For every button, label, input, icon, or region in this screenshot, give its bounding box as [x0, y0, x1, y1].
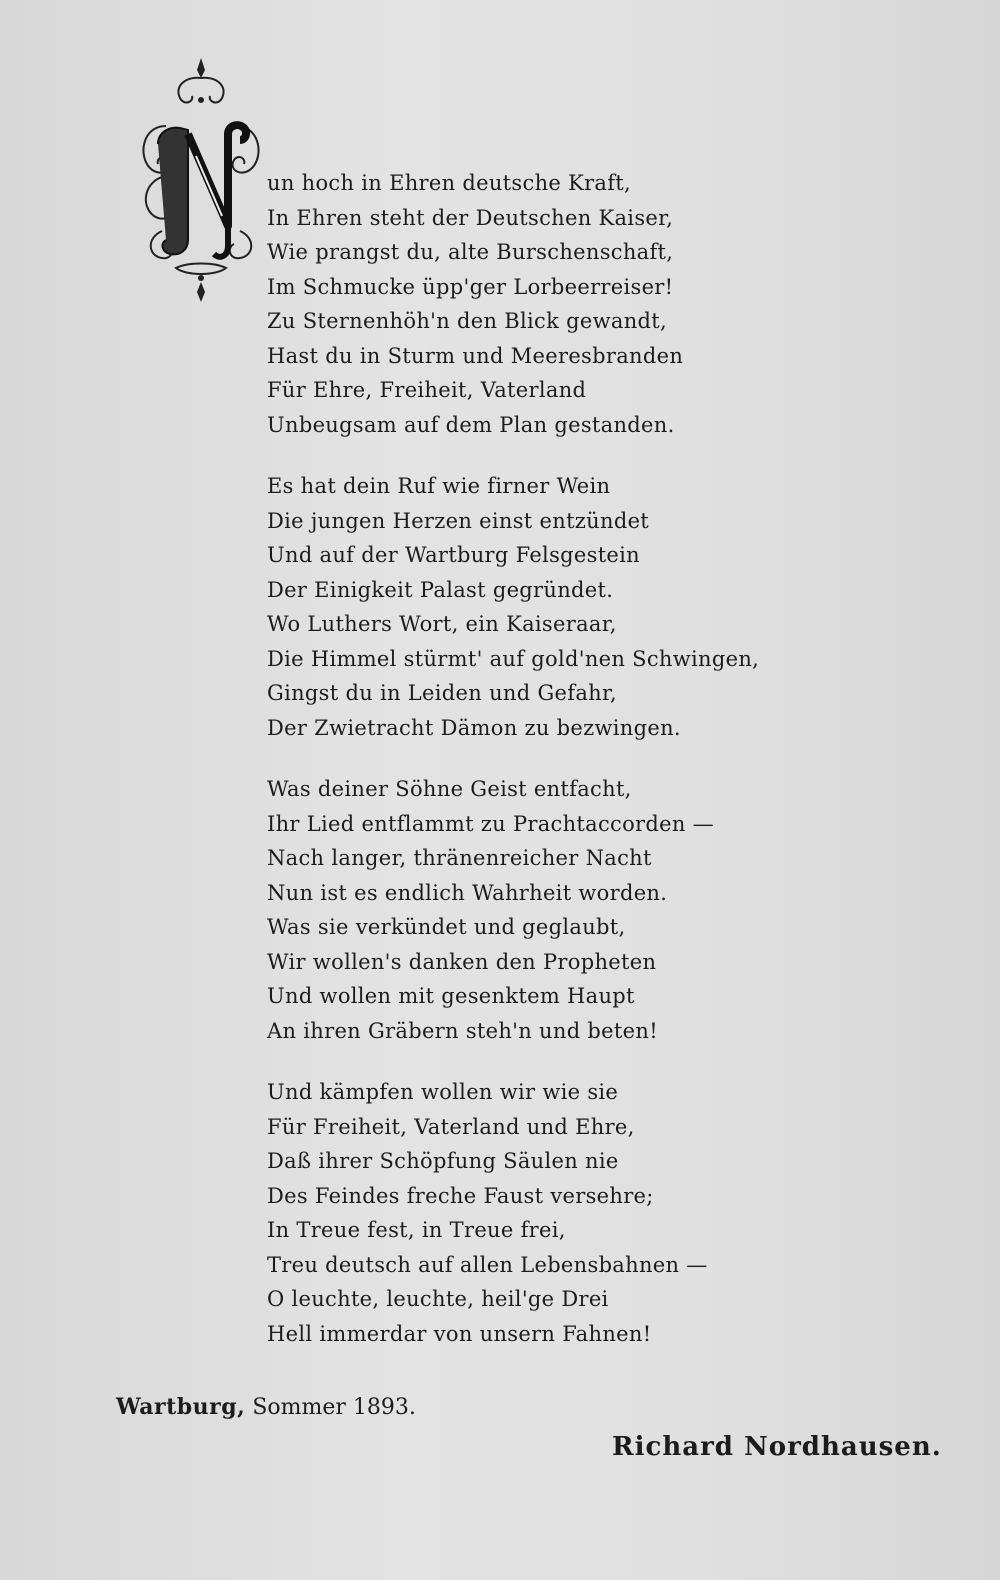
stanza-4 — [267, 1075, 887, 1351]
poem-line: An ihren Gräbern steh'n und beten! — [267, 1018, 658, 1043]
poem-line: Zu Sternenhöh'n den Blick gewandt, — [267, 309, 667, 333]
poem-line: Für Freiheit, Vaterland und Ehre, — [267, 1114, 635, 1139]
poem-line: Unbeugsam auf dem Plan gestanden. — [267, 412, 675, 437]
poem-line: Und auf der Wartburg Felsgestein — [267, 543, 640, 567]
poem-line: Hell immerdar von unsern Fahnen! — [267, 1321, 652, 1346]
poem-line: Die jungen Herzen einst entzündet — [267, 508, 650, 533]
poem-line: Gingst du in Leiden und Gefahr, — [267, 681, 617, 705]
author-signature: Richard Nordhausen. — [612, 1432, 942, 1462]
poem-line: Treu deutsch auf allen Lebensbahnen — — [267, 1252, 708, 1277]
poem-line: Wo Luthers Wort, ein Kaiseraar, — [267, 612, 617, 636]
poem-line: Die Himmel stürmt' auf gold'nen Schwingen, — [267, 646, 760, 671]
poem-line: Daß ihrer Schöpfung Säulen nie — [267, 1149, 619, 1173]
place: Wartburg, — [116, 1394, 246, 1420]
place-date — [116, 1394, 416, 1420]
poem-line: Für Ehre, Freiheit, Vaterland — [267, 378, 587, 402]
poem-line: Im Schmucke üpp'ger Lorbeerreiser! — [267, 274, 674, 299]
stanza-2 — [267, 469, 887, 745]
poem — [267, 166, 887, 1378]
poem-line: un hoch in Ehren deutsche Kraft, — [267, 171, 632, 195]
poem-line: Hast du in Sturm und Meeresbranden — [267, 343, 684, 368]
stanza-3 — [267, 772, 887, 1048]
poem-line: Des Feindes freche Faust versehre; — [267, 1183, 654, 1208]
poem-line: In Treue fest, in Treue frei, — [267, 1218, 566, 1242]
decorated-initial — [136, 56, 266, 304]
poem-line: Was sie verkündet und geglaubt, — [267, 915, 626, 939]
poem-line: Und kämpfen wollen wir wie sie — [267, 1080, 619, 1104]
poem-line: In Ehren steht der Deutschen Kaiser, — [267, 205, 674, 230]
poem-line: Was deiner Söhne Geist entfacht, — [267, 777, 632, 801]
stanza-1 — [267, 166, 887, 442]
poem-line: Nun ist es endlich Wahrheit worden. — [267, 880, 668, 905]
poem-line: Nach langer, thränenreicher Nacht — [267, 846, 652, 870]
poem-line: Es hat dein Ruf wie firner Wein — [267, 474, 611, 498]
poem-line: Wie prangst du, alte Burschenschaft, — [267, 240, 674, 264]
poem-line: O leuchte, leuchte, heil'ge Drei — [267, 1287, 609, 1311]
poem-line: Der Zwietracht Dämon zu bezwingen. — [267, 715, 681, 740]
ornament-icon — [136, 56, 266, 304]
poem-line: Der Einigkeit Palast gegründet. — [267, 577, 614, 602]
poem-line: Ihr Lied entflammt zu Prachtaccorden — — [267, 811, 714, 836]
poem-line: Wir wollen's danken den Propheten — [267, 949, 657, 974]
poem-line: Und wollen mit gesenktem Haupt — [267, 984, 635, 1008]
date: Sommer 1893. — [252, 1395, 416, 1420]
